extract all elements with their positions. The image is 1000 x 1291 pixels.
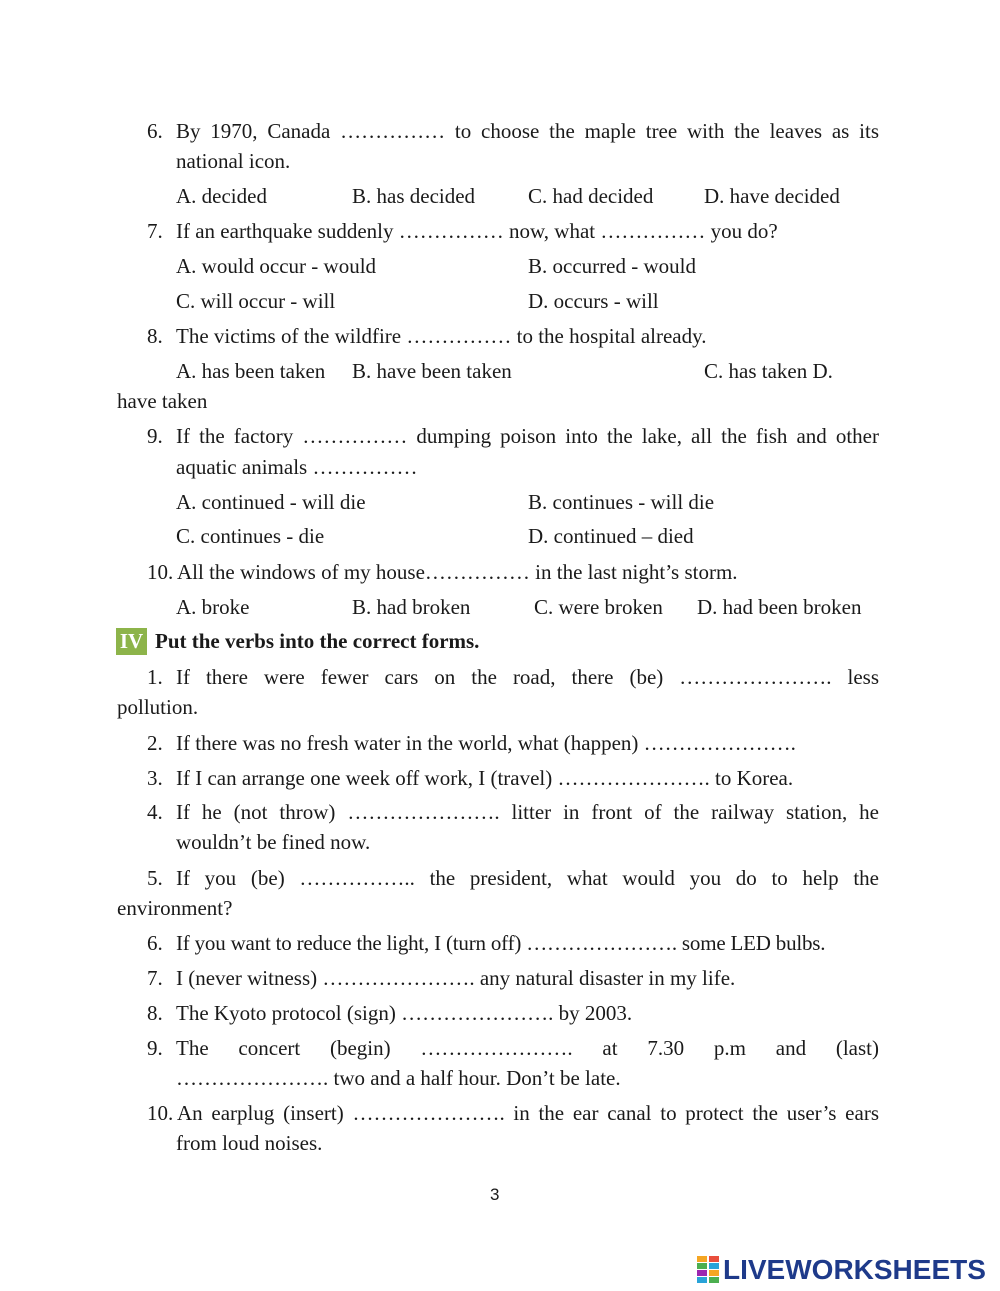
iv7-number: 7. — [147, 966, 163, 990]
q7-option-b: B. occurred - would — [528, 254, 696, 278]
iv8-number: 8. — [147, 1001, 163, 1025]
iv3-text: If I can arrange one week off work, I (travel) …………………. to Korea. — [176, 766, 794, 790]
q8-option-b: B. have been taken — [352, 359, 512, 383]
iv5-text-line2: environment? — [117, 896, 233, 920]
section-iv-badge: IV — [116, 628, 147, 655]
q9-option-d: D. continued – died — [528, 524, 694, 548]
q8-option-a: A. has been taken — [176, 359, 326, 383]
iv10-text-line1: An earplug (insert) …………………. in the ear canal to protect the user’s ears — [177, 1101, 879, 1125]
q7-number: 7. — [147, 219, 163, 243]
q6-text-line2: national icon. — [176, 149, 291, 173]
iv4-text-line2: wouldn’t be fined now. — [176, 830, 371, 854]
q10-option-c: C. were broken — [534, 595, 663, 619]
q9-option-b: B. continues - will die — [528, 490, 715, 514]
iv5-text-line1: If you (be) …………….. the president, what would you do to help the — [176, 866, 879, 890]
iv9-number: 9. — [147, 1036, 163, 1060]
iv3-number: 3. — [147, 766, 163, 790]
q6-text-line1: By 1970, Canada …………… to choose the maple tree with the leaves as its — [176, 119, 879, 143]
iv10-number: 10. — [147, 1101, 174, 1125]
q8-option-d-wrap: have taken — [117, 389, 208, 413]
q9-text-line2: aquatic animals …………… — [176, 455, 418, 479]
q9-number: 9. — [147, 424, 163, 448]
iv9-text-line2: …………………. two and a half hour. Don’t be late. — [176, 1066, 621, 1090]
q7-option-c: C. will occur - will — [176, 289, 336, 313]
q10-text: All the windows of my house…………… in the last night’s storm. — [177, 560, 738, 584]
q10-option-a: A. broke — [176, 595, 250, 619]
section-iv-title: Put the verbs into the correct forms. — [155, 629, 480, 653]
q8-option-c: C. has taken D. — [704, 359, 833, 383]
iv4-number: 4. — [147, 800, 163, 824]
q6-option-b: B. has decided — [352, 184, 476, 208]
iv4-text-line1: If he (not throw) …………………. litter in front of the railway station, he — [176, 800, 879, 824]
liveworksheets-logo-text: LIVEWORKSHEETS — [723, 1254, 986, 1285]
q10-option-b: B. had broken — [352, 595, 471, 619]
iv1-text-line2: pollution. — [117, 695, 199, 719]
q9-option-a: A. continued - will die — [176, 490, 366, 514]
q7-text: If an earthquake suddenly …………… now, what …………… you do? — [176, 219, 778, 243]
iv6-text: If you want to reduce the light, I (turn off) …………………. some LED bulbs. — [176, 931, 826, 955]
page-number: 3 — [490, 1185, 500, 1204]
q10-option-d: D. had been broken — [697, 595, 862, 619]
q6-option-d: D. have decided — [704, 184, 840, 208]
iv5-number: 5. — [147, 866, 163, 890]
q10-number: 10. — [147, 560, 174, 584]
q7-option-d: D. occurs - will — [528, 289, 659, 313]
liveworksheets-logo-icon — [697, 1256, 719, 1284]
iv2-number: 2. — [147, 731, 163, 755]
q8-text: The victims of the wildfire …………… to the hospital already. — [176, 324, 707, 348]
q6-option-c: C. had decided — [528, 184, 654, 208]
iv2-text: If there was no fresh water in the world, what (happen) …………………. — [176, 731, 796, 755]
iv9-text-line1: The concert (begin) …………………. at 7.30 p.m and (last) — [176, 1036, 879, 1060]
q9-option-c: C. continues - die — [176, 524, 325, 548]
iv1-text-line1: If there were fewer cars on the road, there (be) …………………. less — [176, 665, 879, 689]
q6-option-a: A. decided — [176, 184, 267, 208]
iv10-text-line2: from loud noises. — [176, 1131, 323, 1155]
iv1-number: 1. — [147, 665, 163, 689]
q8-number: 8. — [147, 324, 163, 348]
liveworksheets-logo[interactable] — [697, 1253, 986, 1287]
iv6-number: 6. — [147, 931, 163, 955]
iv8-text: The Kyoto protocol (sign) …………………. by 2003. — [176, 1001, 633, 1025]
iv7-text: I (never witness) …………………. any natural disaster in my life. — [176, 966, 736, 990]
q6-number: 6. — [147, 119, 163, 143]
q9-text-line1: If the factory …………… dumping poison into the lake, all the fish and other — [176, 424, 879, 448]
q7-option-a: A. would occur - would — [176, 254, 377, 278]
